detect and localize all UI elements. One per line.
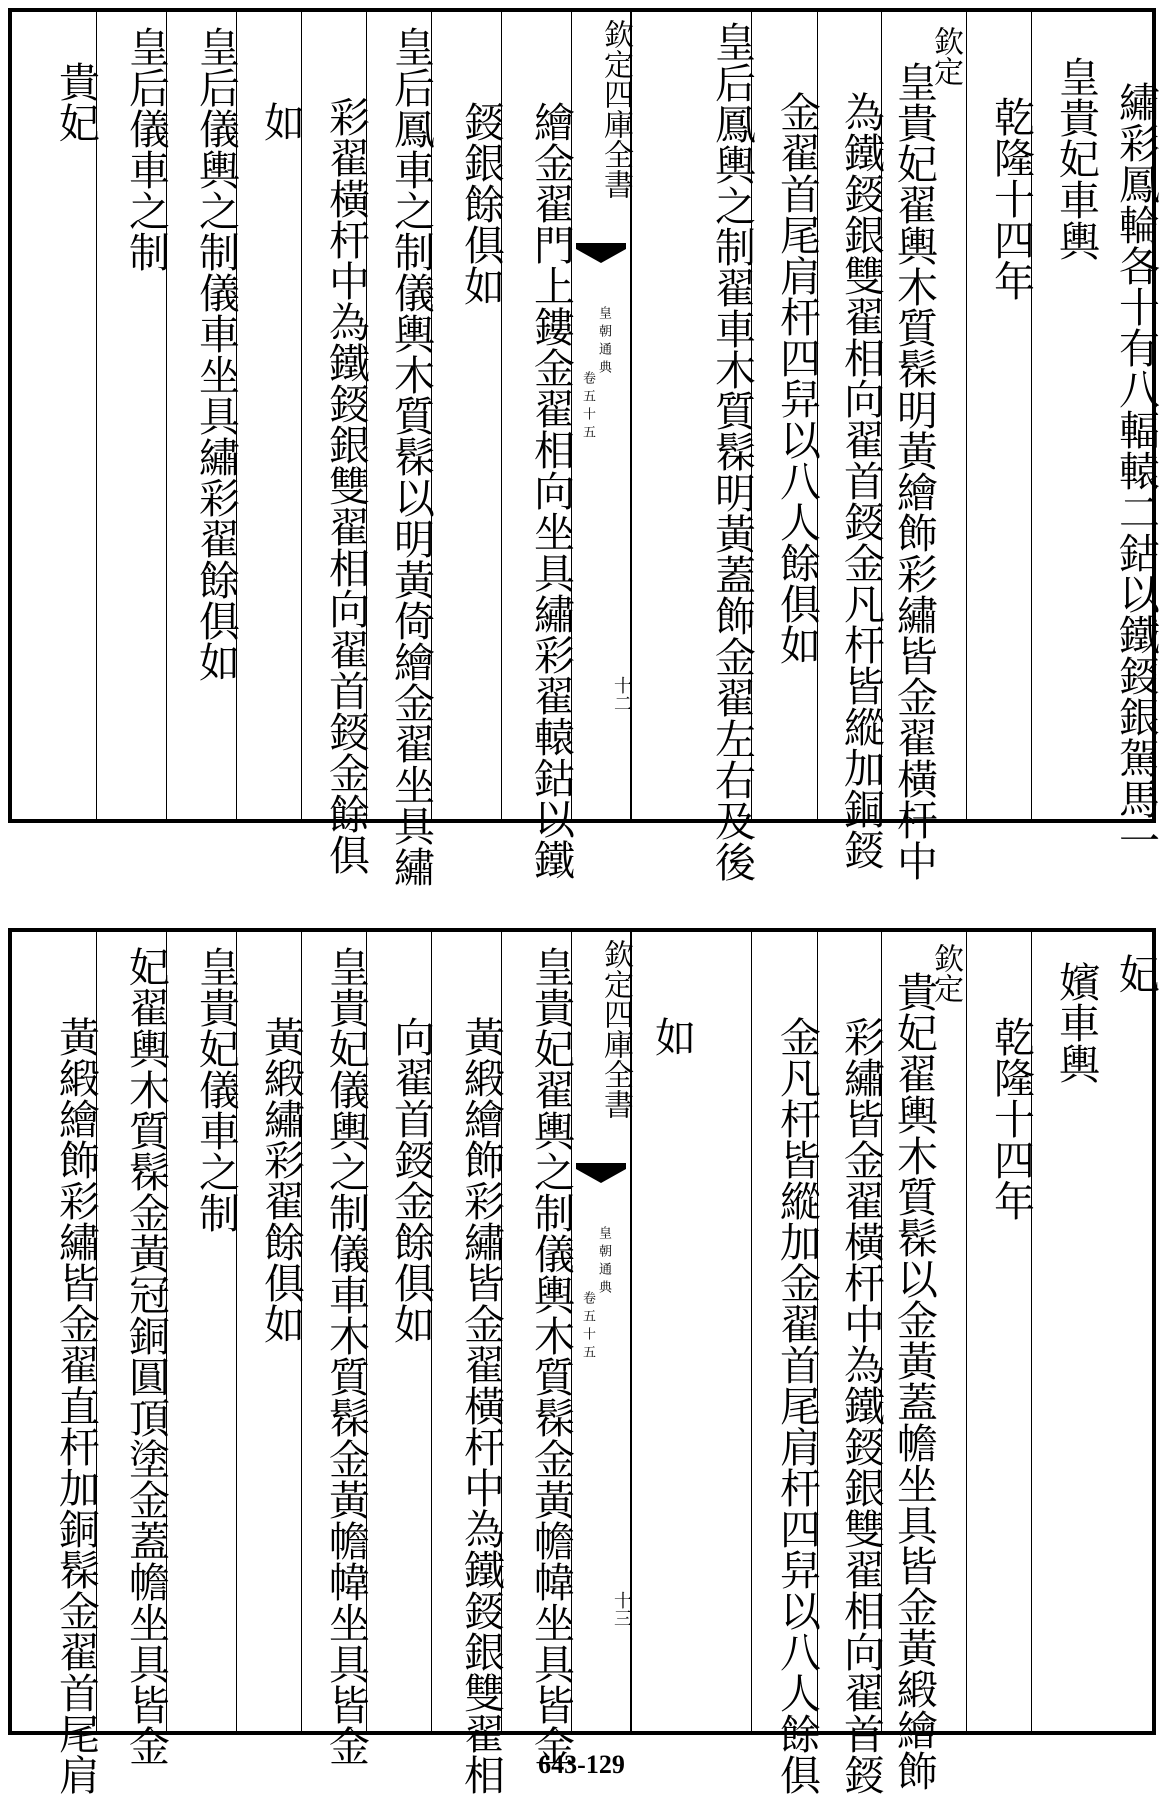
column-text: 皇后儀車之制 xyxy=(122,26,170,272)
column xyxy=(366,931,435,1732)
column xyxy=(96,931,170,1766)
column-label: 欽定 xyxy=(928,26,963,86)
column xyxy=(236,11,305,820)
center-strip xyxy=(571,931,631,1732)
column xyxy=(96,11,170,820)
column xyxy=(1096,931,1160,1732)
column-text: 妃翟輿木質髹金黃冠銅圓頂塗金蓋幨坐具皆金 xyxy=(122,946,170,1766)
column xyxy=(1096,11,1160,860)
column-text: 皇后鳳輿之制翟車木質髹明黃蓋飾金翟左右及後 xyxy=(708,21,756,882)
juan-label: 卷五十五 xyxy=(580,371,595,443)
juan-label: 卷五十五 xyxy=(580,1291,595,1363)
fish-tail-ornament xyxy=(576,1163,626,1185)
column-text: 妃 xyxy=(1112,953,1160,994)
column xyxy=(751,931,821,1795)
page-number: 643-129 xyxy=(538,1750,625,1779)
column-text: 黃緞繪飾彩繡皆金翟橫杆中為鐵鋄銀雙翟相 xyxy=(457,1016,505,1795)
leaf-number: 十三 xyxy=(611,1591,632,1627)
column-text: 貴妃翟輿木質髹以金黃蓋幨坐具皆金黃緞繪飾 xyxy=(890,971,938,1791)
column xyxy=(881,931,966,1791)
column xyxy=(631,931,751,1732)
chapter-label: 皇朝通典 xyxy=(596,306,611,378)
chapter-label: 皇朝通典 xyxy=(596,1226,611,1298)
column xyxy=(301,931,370,1766)
column-text: 繡彩鳳輪各十有八輻轅二鈷以鐵鋄銀駕馬一 xyxy=(1112,81,1160,860)
column xyxy=(966,11,1035,820)
column xyxy=(166,931,240,1732)
column-text: 彩翟橫杆中為鐵鋄銀雙翟相向翟首鋄金餘俱 xyxy=(322,96,370,875)
column-text: 皇貴妃儀輿之制儀車木質髹金黃幨幃坐具皆金 xyxy=(322,946,370,1766)
column xyxy=(631,11,756,882)
column-text: 皇后儀輿之制儀車坐具繡彩翟餘俱如 xyxy=(192,26,240,682)
column-text: 皇后鳳車之制儀輿木質髹以明黃倚繪金翟坐具繡 xyxy=(387,26,435,887)
leaf-number: 十二 xyxy=(611,676,632,712)
center-strip xyxy=(571,11,631,820)
column-text: 為鐵鋄銀雙翟相向翟首鋄金凡杆皆縱加銅鋄 xyxy=(837,91,885,870)
column xyxy=(11,11,100,820)
top-page xyxy=(8,8,1160,887)
fish-tail-ornament xyxy=(576,243,626,265)
column-text: 繪金翟門上鏤金翟相向坐具繡彩翟轅鈷以鐵 xyxy=(527,101,575,880)
column xyxy=(431,931,505,1795)
column-text: 黃緞繪飾彩繡皆金翟直杆加銅髹金翟首尾肩 xyxy=(52,1016,100,1795)
column-text: 貴妃 xyxy=(52,61,100,143)
column-text: 皇貴妃儀車之制 xyxy=(192,946,240,1233)
column-text: 皇貴妃翟輿之制儀輿木質髹金黃幨幃坐具皆金 xyxy=(527,946,575,1766)
column-text: 皇貴妃翟輿木質髹明黃繪飾彩繡皆金翟橫杆中 xyxy=(890,61,938,881)
column-text: 乾隆十四年 xyxy=(987,96,1035,301)
column xyxy=(751,11,821,820)
column xyxy=(301,11,370,875)
column-text: 金翟首尾肩杆四舁以八人餘俱如 xyxy=(773,91,821,665)
column xyxy=(11,931,100,1795)
column-text: 鋄銀餘俱如 xyxy=(457,101,505,306)
column-text: 如 xyxy=(648,1016,696,1057)
column-text: 乾隆十四年 xyxy=(987,1016,1035,1221)
column xyxy=(1031,11,1100,820)
book-title: 欽定四庫全書 xyxy=(598,939,633,1119)
column xyxy=(236,931,305,1732)
column xyxy=(881,11,966,881)
column xyxy=(501,931,575,1766)
column-text: 向翟首鋄金餘俱如 xyxy=(387,1016,435,1344)
column xyxy=(966,931,1035,1732)
column-label: 欽定 xyxy=(928,943,963,1003)
column xyxy=(817,931,885,1795)
column xyxy=(431,11,505,820)
book-title: 欽定四庫全書 xyxy=(598,19,633,199)
column-text: 嬪車輿 xyxy=(1052,961,1100,1084)
column-text: 黃緞繡彩翟餘俱如 xyxy=(257,1016,305,1344)
column xyxy=(1031,931,1100,1732)
column xyxy=(501,11,575,880)
column-text: 金凡杆皆縱加金翟首尾肩杆四舁以八人餘俱 xyxy=(773,1016,821,1795)
column xyxy=(817,11,885,870)
column-text: 皇貴妃車輿 xyxy=(1052,56,1100,261)
column xyxy=(366,11,435,887)
column-text: 彩繡皆金翟橫杆中為鐵鋄銀雙翟相向翟首鋄 xyxy=(837,1016,885,1795)
column-text: 如 xyxy=(257,101,305,142)
column xyxy=(166,11,240,820)
